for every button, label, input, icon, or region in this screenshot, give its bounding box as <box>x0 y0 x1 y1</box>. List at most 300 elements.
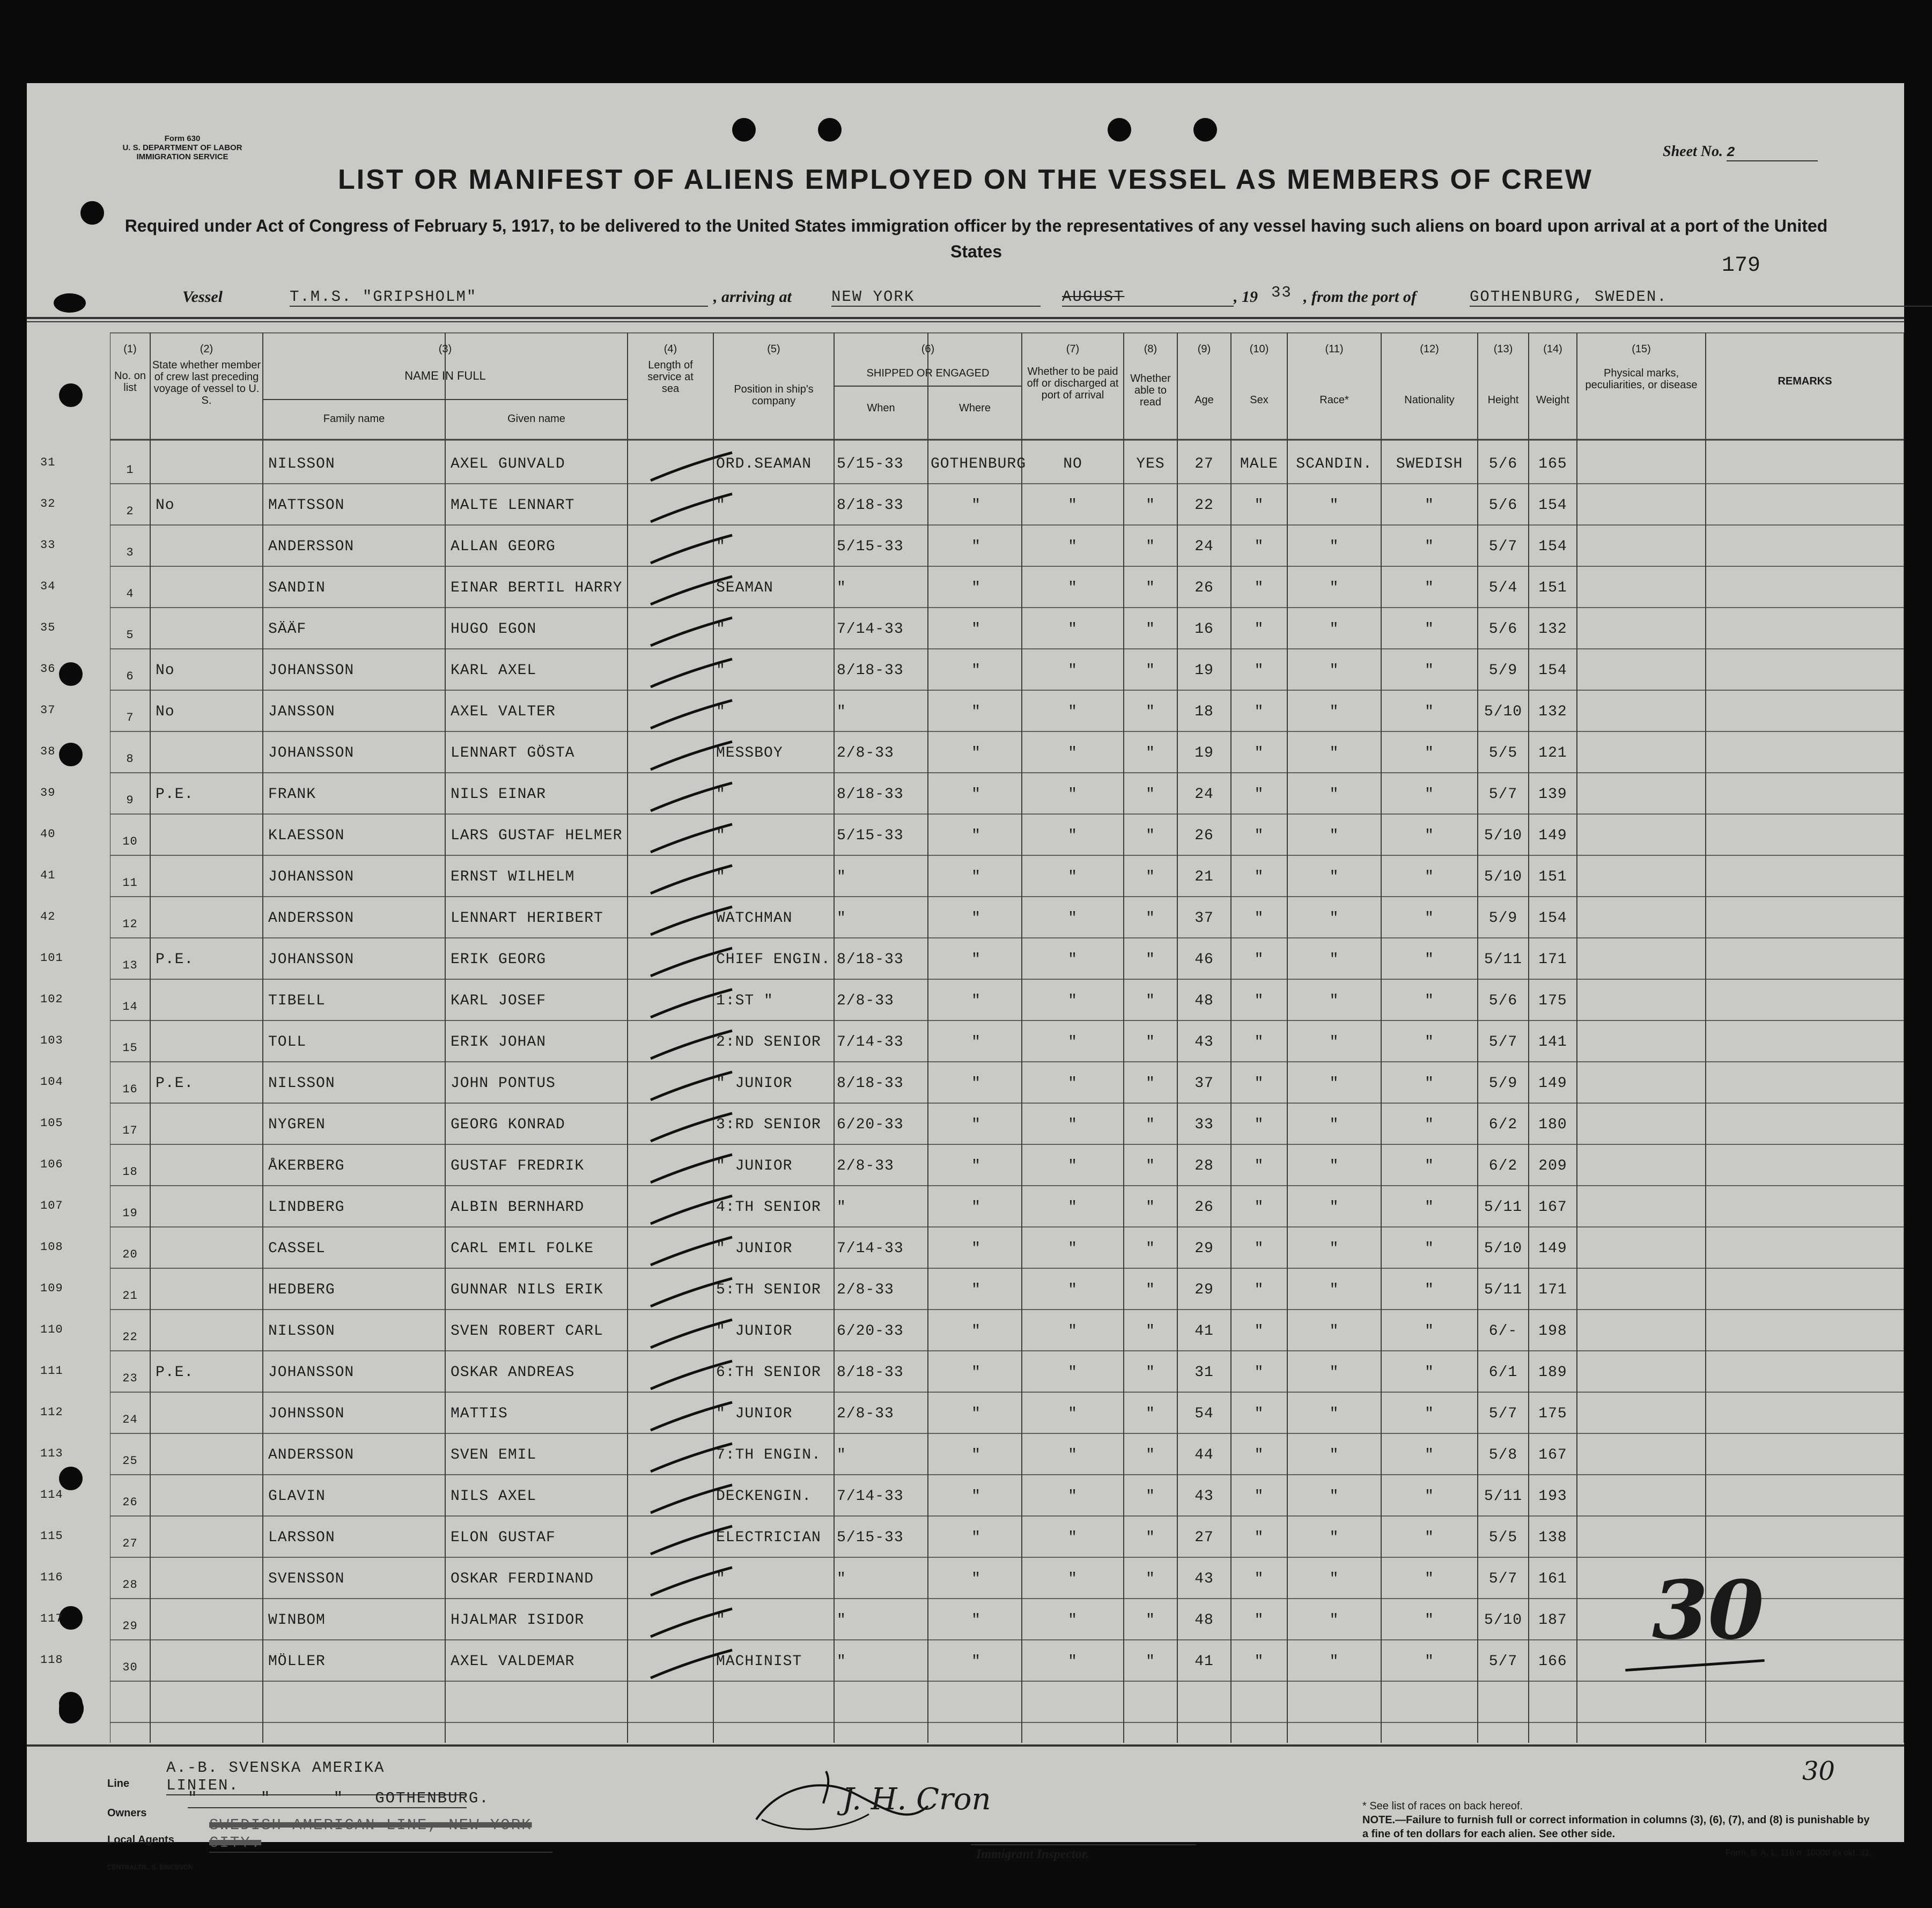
service-tick-mark <box>646 1399 738 1437</box>
service-tick-mark <box>646 1151 738 1189</box>
col-11-header: Race* <box>1319 394 1349 406</box>
cell-weight: 193 <box>1538 1488 1567 1505</box>
cell-weight: 154 <box>1538 497 1567 514</box>
owners-value: " " " GOTHENBURG. <box>188 1789 490 1807</box>
cell-family: LARSSON <box>268 1529 335 1546</box>
service-tick-mark <box>646 1110 738 1148</box>
cell-race: " <box>1329 951 1339 968</box>
cell-where: " <box>971 1447 981 1463</box>
cell-sex: " <box>1254 1447 1264 1463</box>
cell-read: " <box>1146 1158 1155 1174</box>
local-agents-label: Local Agents <box>107 1834 174 1846</box>
cell-height: 5/6 <box>1488 621 1518 638</box>
col-14-number: (14) <box>1543 343 1562 355</box>
cell-paid: " <box>1068 1653 1078 1670</box>
cell-weight: 166 <box>1538 1653 1567 1670</box>
cell-when: 2/8-33 <box>837 993 894 1009</box>
cell-weight: 154 <box>1538 538 1567 555</box>
cell-where: " <box>971 827 981 844</box>
cell-read: " <box>1146 621 1155 638</box>
cell-given: HUGO EGON <box>451 621 537 638</box>
cell-margin: 37 <box>40 704 56 717</box>
cell-when: " <box>837 910 846 927</box>
cell-weight: 149 <box>1538 1240 1567 1257</box>
cell-race: " <box>1329 993 1339 1009</box>
cell-race: " <box>1329 704 1339 720</box>
cell-given: HJALMAR ISIDOR <box>451 1612 585 1629</box>
cell-age: 19 <box>1194 745 1214 761</box>
cell-paid: " <box>1068 1034 1078 1051</box>
punch-hole <box>59 1467 83 1490</box>
cell-sex: " <box>1254 497 1264 514</box>
cell-paid: " <box>1068 1529 1078 1546</box>
corner-total: 30 <box>1802 1756 1835 1786</box>
cell-race: " <box>1329 1034 1339 1051</box>
cell-sex: " <box>1254 1571 1264 1587</box>
cell-no: 26 <box>122 1496 138 1509</box>
cell-position: 1:ST " <box>716 993 773 1009</box>
cell-read: " <box>1146 786 1155 803</box>
cell-age: 24 <box>1194 538 1214 555</box>
cell-age: 26 <box>1194 827 1214 844</box>
cell-given: NILS EINAR <box>451 786 547 803</box>
cell-family: JOHANSSON <box>268 1364 355 1381</box>
cell-margin: 108 <box>40 1240 63 1254</box>
signature-line <box>971 1844 1196 1845</box>
cell-where: " <box>971 704 981 720</box>
cell-age: 43 <box>1194 1488 1214 1505</box>
cell-height: 5/10 <box>1484 869 1523 885</box>
cell-given: LARS GUSTAF HELMER <box>451 827 623 844</box>
col-6-header: SHIPPED OR ENGAGED <box>866 367 990 379</box>
service-tick-mark <box>646 1606 738 1643</box>
cell-where: " <box>971 1488 981 1505</box>
cell-nat: " <box>1425 538 1434 555</box>
cell-sex: " <box>1254 1199 1264 1216</box>
cell-family: NYGREN <box>268 1116 326 1133</box>
cell-weight: 132 <box>1538 704 1567 720</box>
cell-race: " <box>1329 1571 1339 1587</box>
cell-weight: 198 <box>1538 1323 1567 1340</box>
cell-read: " <box>1146 993 1155 1009</box>
cell-nat: " <box>1425 1488 1434 1505</box>
cell-margin: 113 <box>40 1447 63 1460</box>
cell-age: 44 <box>1194 1447 1214 1463</box>
cell-race: " <box>1329 1488 1339 1505</box>
cell-where: " <box>971 786 981 803</box>
cell-family: CASSEL <box>268 1240 326 1257</box>
cell-position: 6:TH SENIOR <box>716 1364 821 1381</box>
cell-paid: " <box>1068 1240 1078 1257</box>
cell-when: 5/15-33 <box>837 456 904 472</box>
cell-age: 33 <box>1194 1116 1214 1133</box>
cell-weight: 171 <box>1538 1282 1567 1298</box>
service-tick-mark <box>646 1523 738 1561</box>
cell-when: 2/8-33 <box>837 745 894 761</box>
cell-read: " <box>1146 1199 1155 1216</box>
cell-given: OSKAR ANDREAS <box>451 1364 575 1381</box>
cell-height: 5/11 <box>1484 1282 1523 1298</box>
cell-age: 37 <box>1194 910 1214 927</box>
cell-sex: MALE <box>1240 456 1279 472</box>
cell-no: 25 <box>122 1454 138 1468</box>
cell-position: 7:TH ENGIN. <box>716 1447 821 1463</box>
cell-race: " <box>1329 1447 1339 1463</box>
cell-race: " <box>1329 1323 1339 1340</box>
cell-sex: " <box>1254 745 1264 761</box>
col-9-header: Age <box>1194 394 1214 406</box>
cell-paid: " <box>1068 497 1078 514</box>
cell-race: " <box>1329 910 1339 927</box>
cell-given: SVEN EMIL <box>451 1447 537 1463</box>
cell-margin: 40 <box>40 827 56 841</box>
cell-height: 5/7 <box>1488 538 1518 555</box>
cell-margin: 101 <box>40 951 63 965</box>
cell-sex: " <box>1254 1075 1264 1092</box>
cell-where: " <box>971 1653 981 1670</box>
cell-sex: " <box>1254 621 1264 638</box>
cell-prev: P.E. <box>156 951 194 968</box>
cell-nat: " <box>1425 1529 1434 1546</box>
cell-no: 20 <box>122 1248 138 1261</box>
cell-no: 6 <box>126 670 134 683</box>
cell-paid: " <box>1068 910 1078 927</box>
col-6a-header: When <box>867 402 895 414</box>
col-8-header: Whether able to read <box>1130 373 1171 408</box>
cell-when: 8/18-33 <box>837 662 904 679</box>
sheet-number <box>1663 143 1877 161</box>
cell-family: MATTSSON <box>268 497 345 514</box>
races-note: * See list of races on back hereof. <box>1362 1800 1523 1812</box>
service-tick-mark <box>646 1275 738 1313</box>
cell-given: OSKAR FERDINAND <box>451 1571 594 1587</box>
cell-nat: " <box>1425 786 1434 803</box>
cell-position: 2:ND SENIOR <box>716 1034 821 1051</box>
cell-weight: 175 <box>1538 993 1567 1009</box>
cell-sex: " <box>1254 1612 1264 1629</box>
penalty-note: NOTE.—Failure to furnish full or correct information in columns (3), (6), (7), and (8) is punishable by a fine of ten dollars for each alien. See other side. <box>1362 1814 1870 1840</box>
cell-read: " <box>1146 497 1155 514</box>
cell-sex: " <box>1254 704 1264 720</box>
cell-position: " <box>716 827 726 844</box>
col-4-number: (4) <box>663 343 677 355</box>
col-13-header: Height <box>1487 394 1519 406</box>
cell-when: 8/18-33 <box>837 786 904 803</box>
cell-given: NILS AXEL <box>451 1488 537 1505</box>
cell-given: JOHN PONTUS <box>451 1075 556 1092</box>
cell-height: 5/6 <box>1488 456 1518 472</box>
cell-nat: " <box>1425 745 1434 761</box>
cell-no: 14 <box>122 1000 138 1014</box>
cell-family: TIBELL <box>268 993 326 1009</box>
cell-nat: " <box>1425 1075 1434 1092</box>
cell-height: 5/10 <box>1484 704 1523 720</box>
cell-sex: " <box>1254 1323 1264 1340</box>
cell-nat: " <box>1425 869 1434 885</box>
cell-when: 5/15-33 <box>837 538 904 555</box>
cell-when: " <box>837 869 846 885</box>
cell-sex: " <box>1254 1282 1264 1298</box>
cell-when: " <box>837 704 846 720</box>
cell-position: " <box>716 1612 726 1629</box>
cell-no: 4 <box>126 587 134 601</box>
cell-prev: P.E. <box>156 1075 194 1092</box>
inspector-label: Immigrant Inspector. <box>976 1847 1089 1861</box>
cell-paid: NO <box>1063 456 1082 472</box>
cell-family: ANDERSSON <box>268 910 355 927</box>
cell-position: " JUNIOR <box>716 1158 793 1174</box>
cell-no: 18 <box>122 1165 138 1179</box>
cell-read: " <box>1146 1653 1155 1670</box>
cell-read: " <box>1146 704 1155 720</box>
cell-where: " <box>971 1075 981 1092</box>
cell-nat: " <box>1425 1447 1434 1463</box>
cell-when: " <box>837 1199 846 1216</box>
cell-where: GOTHENBURG <box>931 456 1027 472</box>
cell-margin: 36 <box>40 662 56 676</box>
service-tick-mark <box>646 1647 738 1684</box>
cell-sex: " <box>1254 1653 1264 1670</box>
owners-label: Owners <box>107 1807 147 1819</box>
col-13-number: (13) <box>1493 343 1513 355</box>
cell-read: " <box>1146 1323 1155 1340</box>
col-6b-header: Where <box>959 402 991 414</box>
cell-no: 19 <box>122 1207 138 1220</box>
cell-age: 48 <box>1194 993 1214 1009</box>
cell-when: 6/20-33 <box>837 1323 904 1340</box>
cell-given: MATTIS <box>451 1406 508 1422</box>
sheet-number-value: 2 <box>1727 144 1818 161</box>
cell-family: TOLL <box>268 1034 307 1051</box>
service-tick-mark <box>646 1564 738 1602</box>
cell-margin: 110 <box>40 1323 63 1336</box>
cell-read: YES <box>1136 456 1165 472</box>
cell-weight: 139 <box>1538 786 1567 803</box>
cell-age: 43 <box>1194 1034 1214 1051</box>
punch-hole <box>80 201 104 225</box>
cell-race: " <box>1329 1116 1339 1133</box>
cell-where: " <box>971 1529 981 1546</box>
cell-height: 5/7 <box>1488 1653 1518 1670</box>
cell-weight: 167 <box>1538 1447 1567 1463</box>
cell-nat: " <box>1425 910 1434 927</box>
cell-margin: 42 <box>40 910 56 923</box>
cell-paid: " <box>1068 1282 1078 1298</box>
service-tick-mark <box>646 615 738 652</box>
cell-age: 18 <box>1194 704 1214 720</box>
cell-race: " <box>1329 1158 1339 1174</box>
col-15-header: Physical marks, peculiarities, or disease <box>1585 367 1698 391</box>
cell-age: 37 <box>1194 1075 1214 1092</box>
header-rule <box>27 321 1904 322</box>
cell-where: " <box>971 538 981 555</box>
cell-family: MÖLLER <box>268 1653 326 1670</box>
form-id-block <box>102 134 263 161</box>
cell-weight: 167 <box>1538 1199 1567 1216</box>
cell-position: " <box>716 869 726 885</box>
cell-when: 8/18-33 <box>837 1364 904 1381</box>
cell-paid: " <box>1068 1116 1078 1133</box>
cell-nat: " <box>1425 1282 1434 1298</box>
cell-race: " <box>1329 1282 1339 1298</box>
cell-race: " <box>1329 662 1339 679</box>
cell-no: 24 <box>122 1413 138 1426</box>
cell-height: 6/2 <box>1488 1158 1518 1174</box>
cell-family: ANDERSSON <box>268 1447 355 1463</box>
cell-where: " <box>971 1116 981 1133</box>
service-tick-mark <box>646 697 738 735</box>
arrival-year: 33 <box>1271 284 1292 301</box>
cell-no: 3 <box>126 546 134 559</box>
col-3a-header: Family name <box>323 413 385 425</box>
cell-position: ORD.SEAMAN <box>716 456 812 472</box>
cell-nat: " <box>1425 1571 1434 1587</box>
service-tick-mark <box>646 821 738 859</box>
cell-paid: " <box>1068 951 1078 968</box>
cell-when: 7/14-33 <box>837 621 904 638</box>
cell-weight: 165 <box>1538 456 1567 472</box>
cell-family: GLAVIN <box>268 1488 326 1505</box>
cell-family: ANDERSSON <box>268 538 355 555</box>
service-tick-mark <box>646 1069 738 1106</box>
cell-where: " <box>971 580 981 596</box>
cell-family: JANSSON <box>268 704 335 720</box>
cell-nat: " <box>1425 1199 1434 1216</box>
cell-paid: " <box>1068 662 1078 679</box>
cell-race: " <box>1329 1075 1339 1092</box>
cell-margin: 102 <box>40 993 63 1006</box>
cell-given: CARL EMIL FOLKE <box>451 1240 594 1257</box>
cell-no: 1 <box>126 463 134 477</box>
cell-age: 26 <box>1194 580 1214 596</box>
cell-given: ERIK GEORG <box>451 951 547 968</box>
cell-weight: 180 <box>1538 1116 1567 1133</box>
cell-height: 5/10 <box>1484 827 1523 844</box>
cell-margin: 104 <box>40 1075 63 1089</box>
cell-paid: " <box>1068 1075 1078 1092</box>
cell-margin: 115 <box>40 1529 63 1543</box>
manifest-sheet <box>27 83 1904 1871</box>
cell-margin: 109 <box>40 1282 63 1295</box>
cell-read: " <box>1146 1488 1155 1505</box>
col-3-header: NAME IN FULL <box>404 369 486 382</box>
cell-sex: " <box>1254 1406 1264 1422</box>
cell-sex: " <box>1254 1034 1264 1051</box>
cell-read: " <box>1146 538 1155 555</box>
cell-read: " <box>1146 1612 1155 1629</box>
cell-paid: " <box>1068 1406 1078 1422</box>
cell-read: " <box>1146 869 1155 885</box>
cell-where: " <box>971 1323 981 1340</box>
col-8-number: (8) <box>1144 343 1157 355</box>
page-title: LIST OR MANIFEST OF ALIENS EMPLOYED ON THE VESSEL AS MEMBERS OF CREW <box>338 164 1593 195</box>
cell-no: 12 <box>122 918 138 931</box>
cell-height: 5/10 <box>1484 1240 1523 1257</box>
cell-paid: " <box>1068 786 1078 803</box>
cell-race: " <box>1329 786 1339 803</box>
cell-margin: 106 <box>40 1158 63 1171</box>
service-tick-mark <box>646 738 738 776</box>
cell-position: WATCHMAN <box>716 910 793 927</box>
cell-position: " JUNIOR <box>716 1075 793 1092</box>
cell-where: " <box>971 910 981 927</box>
cell-age: 28 <box>1194 1158 1214 1174</box>
col-5-header: Position in ship's company <box>734 383 814 407</box>
cell-height: 5/6 <box>1488 993 1518 1009</box>
page-subtitle: Required under Act of Congress of February 5, 1917, to be delivered to the United States immigration officer by the representatives of any vessel having such aliens on board upon arrival at a port of the United States <box>124 216 1828 261</box>
punch-hole <box>818 118 842 142</box>
cell-margin: 39 <box>40 786 56 800</box>
cell-read: " <box>1146 1529 1155 1546</box>
cell-paid: " <box>1068 704 1078 720</box>
service-tick-mark <box>646 1317 738 1354</box>
service-tick-mark <box>646 449 738 487</box>
cell-where: " <box>971 869 981 885</box>
cell-margin: 116 <box>40 1571 63 1584</box>
cell-given: ERNST WILHELM <box>451 869 575 885</box>
cell-when: 2/8-33 <box>837 1406 894 1422</box>
cell-nat: " <box>1425 704 1434 720</box>
cell-margin: 103 <box>40 1034 63 1047</box>
cell-where: " <box>971 1158 981 1174</box>
cell-race: " <box>1329 538 1339 555</box>
col-6-number: (6) <box>921 343 935 355</box>
col-10-header: Sex <box>1250 394 1269 406</box>
cell-sex: " <box>1254 538 1264 555</box>
cell-position: ELECTRICIAN <box>716 1529 821 1546</box>
cell-no: 2 <box>126 505 134 518</box>
cell-age: 22 <box>1194 497 1214 514</box>
cell-sex: " <box>1254 827 1264 844</box>
cell-nat: " <box>1425 827 1434 844</box>
line-label: Line <box>107 1778 130 1789</box>
cell-race: " <box>1329 1529 1339 1546</box>
cell-age: 48 <box>1194 1612 1214 1629</box>
cell-given: MALTE LENNART <box>451 497 575 514</box>
cell-read: " <box>1146 1282 1155 1298</box>
col-4-header: Length of service at sea <box>647 359 694 395</box>
service-tick-mark <box>646 532 738 570</box>
cell-no: 17 <box>122 1124 138 1137</box>
cell-read: " <box>1146 827 1155 844</box>
arriving-label: , arriving at <box>713 288 792 306</box>
cell-paid: " <box>1068 827 1078 844</box>
cell-no: 10 <box>122 835 138 848</box>
cell-nat: " <box>1425 1116 1434 1133</box>
col-2-header: State whether member of crew last preceding voyage of vessel to U. S. <box>152 359 261 406</box>
cell-position: SEAMAN <box>716 580 773 596</box>
col-7-number: (7) <box>1066 343 1080 355</box>
service-tick-mark <box>646 1440 738 1478</box>
cell-prev: P.E. <box>156 1364 194 1381</box>
service-tick-mark <box>646 862 738 900</box>
cell-prev: No <box>156 704 175 720</box>
cell-no: 29 <box>122 1619 138 1633</box>
cell-sex: " <box>1254 951 1264 968</box>
cell-paid: " <box>1068 1488 1078 1505</box>
cell-nat: " <box>1425 993 1434 1009</box>
cell-race: " <box>1329 1240 1339 1257</box>
cell-height: 6/- <box>1488 1323 1518 1340</box>
cell-race: " <box>1329 869 1339 885</box>
cell-age: 27 <box>1194 1529 1214 1546</box>
cell-given: SVEN ROBERT CARL <box>451 1323 603 1340</box>
cell-when: " <box>837 1447 846 1463</box>
col-3b-header: Given name <box>507 413 565 425</box>
cell-given: EINAR BERTIL HARRY <box>451 580 623 596</box>
footer-rule <box>27 1744 1904 1747</box>
cell-sex: " <box>1254 1529 1264 1546</box>
